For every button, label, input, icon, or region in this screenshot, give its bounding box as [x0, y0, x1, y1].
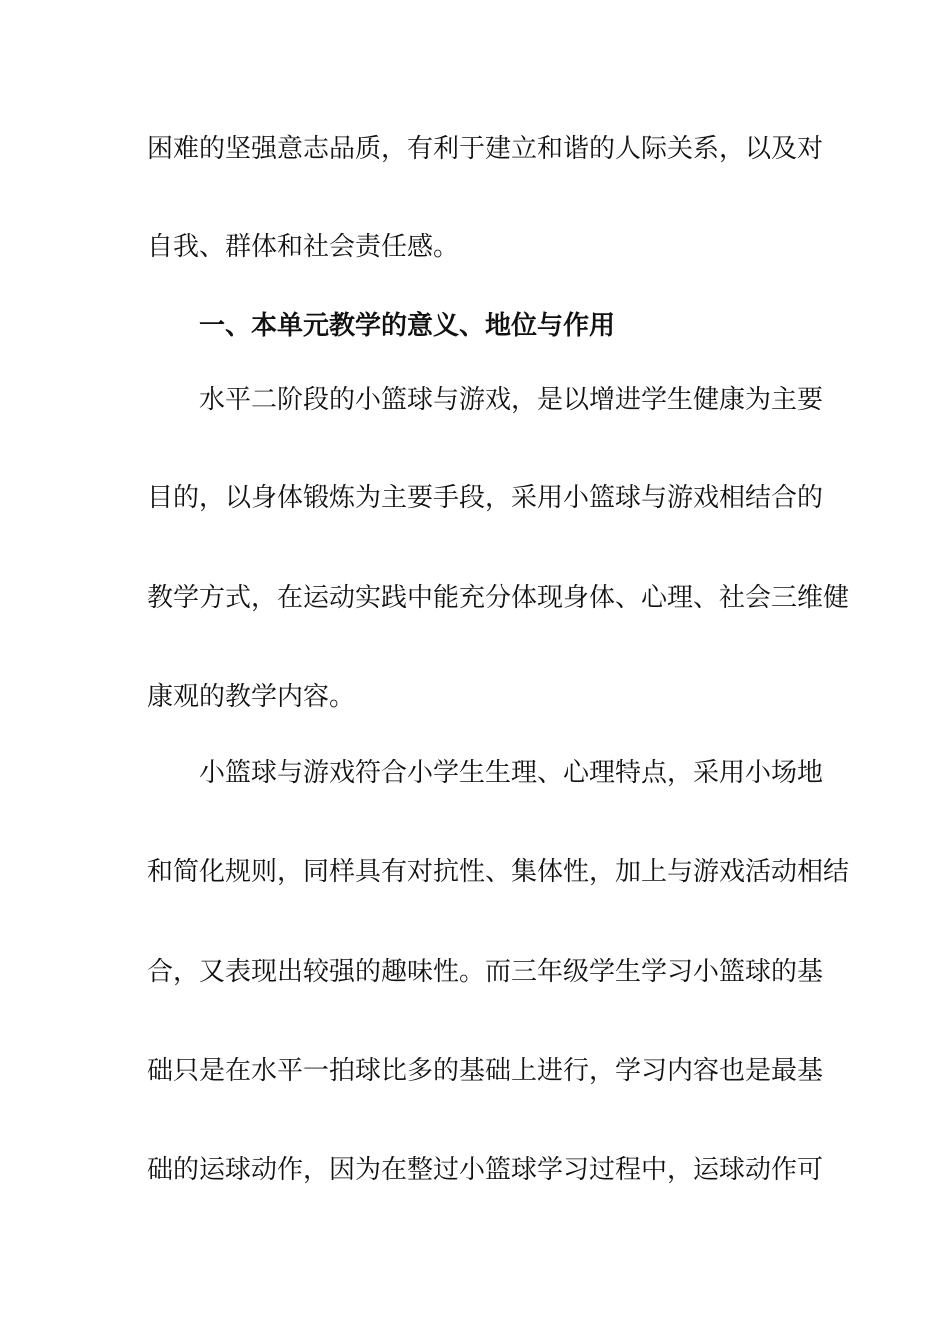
paragraph-line: 教学方式，在运动实践中能充分体现身体、心理、社会三维健 — [147, 583, 850, 613]
paragraph-line: 目的，以身体锻炼为主要手段，采用小篮球与游戏相结合的 — [147, 483, 824, 513]
paragraph-line: 小篮球与游戏符合小学生生理、心理特点，采用小场地 — [199, 758, 824, 788]
paragraph-line: 困难的坚强意志品质，有利于建立和谐的人际关系，以及对 — [147, 134, 824, 164]
paragraph-line: 康观的教学内容。 — [147, 682, 356, 712]
paragraph-line: 水平二阶段的小篮球与游戏，是以增进学生健康为主要 — [199, 385, 824, 415]
paragraph-line: 础只是在水平一拍球比多的基础上进行，学习内容也是最基 — [147, 1056, 824, 1086]
paragraph-line: 础的运球动作，因为在整过小篮球学习过程中，运球动作可 — [147, 1155, 824, 1185]
paragraph-line: 合，又表现出较强的趣味性。而三年级学生学习小篮球的基 — [147, 957, 824, 987]
paragraph-line: 自我、群体和社会责任感。 — [147, 232, 460, 262]
paragraph-line: 和简化规则，同样具有对抗性、集体性，加上与游戏活动相结 — [147, 857, 850, 887]
section-heading: 一、本单元教学的意义、地位与作用 — [199, 311, 616, 341]
